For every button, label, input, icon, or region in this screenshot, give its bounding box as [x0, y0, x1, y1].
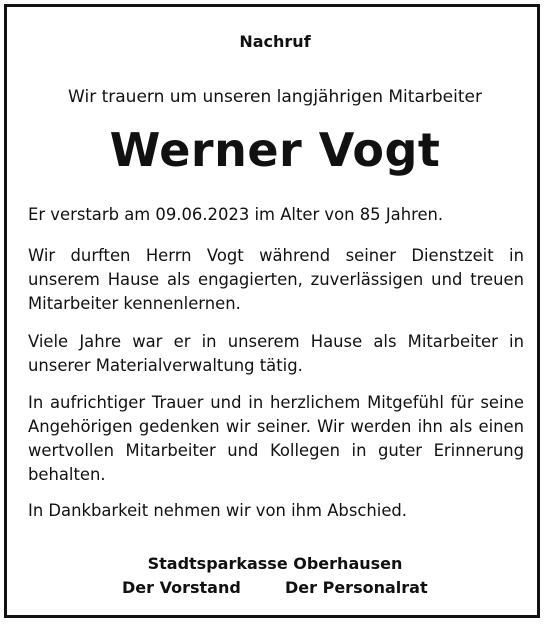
organization-name: Stadtsparkasse Oberhausen — [147, 554, 403, 573]
intro-line: Wir trauern um unseren langjährigen Mitarbeiter — [68, 87, 482, 107]
condolence-paragraph: In aufrichtiger Trauer und in herzlichem Mitgefühl für seine Angehörigen gedenken wir seiner. Wir werden ihn als einen wertvollen Mitarbeiter und Kollegen in guter Erinnerung behalten. — [28, 393, 524, 484]
notice-heading: Nachruf — [239, 32, 311, 51]
role-paragraph: Viele Jahre war er in unserem Hause als Mitarbeiter in unserer Materialverwaltung tätig. — [28, 332, 524, 375]
staff-council-signatory: Der Personalrat — [285, 578, 428, 597]
tenure-paragraph: Wir durften Herrn Vogt während seiner Dienstzeit in unserem Hause als engagierten, zuverlässigen und treuen Mitarbeiter kennenlernen. — [28, 246, 524, 313]
death-date-paragraph: Er verstarb am 09.06.2023 im Alter von 85 Jahren. — [28, 205, 444, 224]
farewell-paragraph: In Dankbarkeit nehmen wir von ihm Abschied. — [28, 501, 408, 520]
board-signatory: Der Vorstand — [122, 578, 241, 597]
deceased-name: Werner Vogt — [109, 123, 441, 177]
